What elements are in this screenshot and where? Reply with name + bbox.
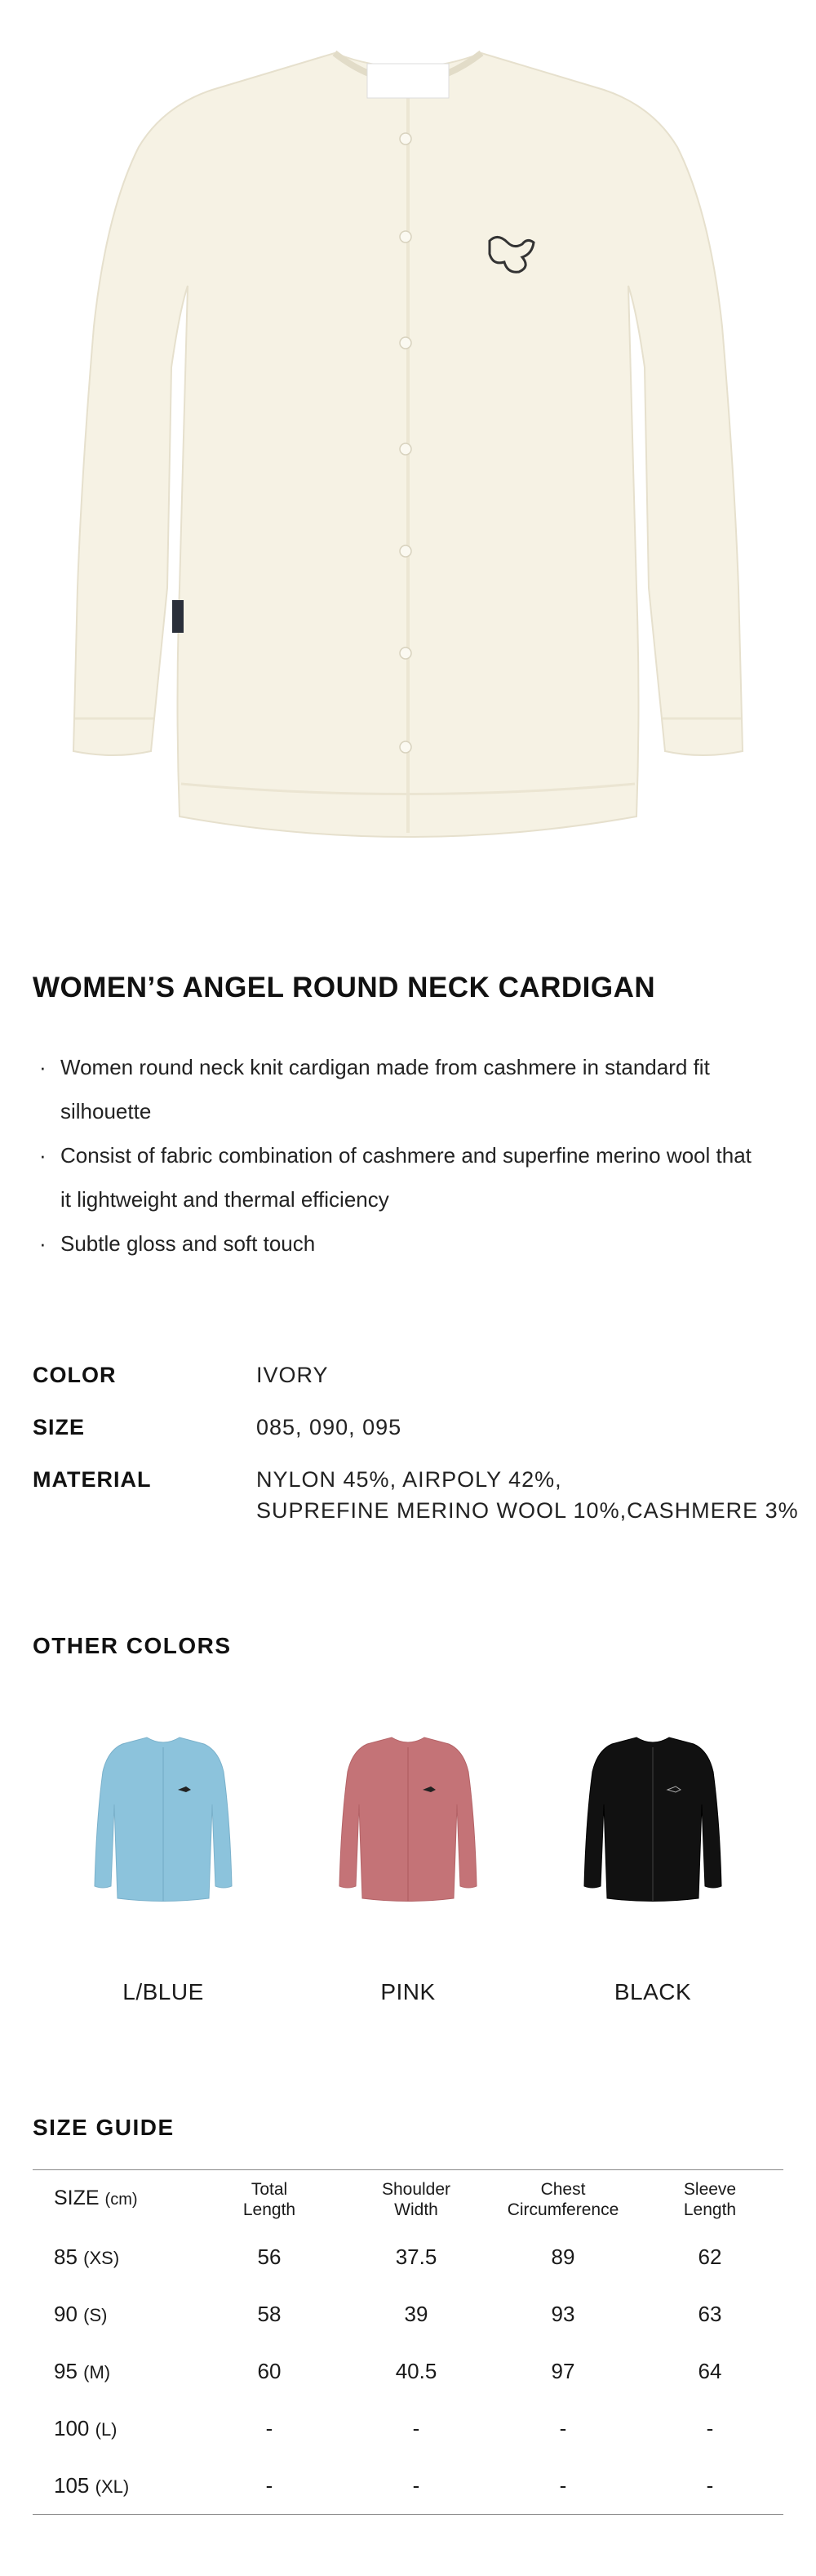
size-code: (XL) xyxy=(95,2476,130,2497)
table-cell: - xyxy=(559,2416,567,2440)
description-item xyxy=(39,1133,774,1221)
cardigan-thumbnail-image xyxy=(90,1731,237,1911)
table-cell: 93 xyxy=(551,2302,575,2326)
size-header-label: SIZE xyxy=(54,2187,100,2210)
header-line: Chest xyxy=(540,2179,586,2199)
table-cell: 97 xyxy=(551,2359,575,2383)
size-value: 105 xyxy=(54,2472,90,2498)
column-header-total-length xyxy=(196,2170,343,2229)
product-description xyxy=(39,1045,774,1266)
header-line: Length xyxy=(242,2200,296,2219)
size-cell xyxy=(33,2400,196,2458)
table-row xyxy=(33,2400,783,2458)
size-guide-table xyxy=(33,2169,783,2515)
header-line: Shoulder xyxy=(381,2179,451,2199)
size-column-header xyxy=(33,2170,196,2229)
table-row xyxy=(33,2343,783,2400)
bullet-dot: · xyxy=(39,1231,47,1256)
table-cell: 58 xyxy=(257,2302,282,2326)
bullet-dot: · xyxy=(39,1055,47,1079)
header-line: Length xyxy=(683,2200,737,2219)
color-option-label: L/BLUE xyxy=(122,1979,204,2004)
table-cell: - xyxy=(265,2472,273,2498)
color-option-lblue[interactable] xyxy=(65,1731,261,2005)
description-item xyxy=(39,1045,774,1133)
table-cell: - xyxy=(412,2472,420,2498)
table-cell: - xyxy=(706,2416,714,2440)
table-row xyxy=(33,2458,783,2515)
spec-label: SIZE xyxy=(33,1415,86,1439)
material-line: NYLON 45%, AIRPOLY 42%, xyxy=(256,1467,562,1492)
spec-value: IVORY xyxy=(256,1363,329,1387)
spec-size-row xyxy=(33,1412,800,1443)
material-line: SUPREFINE MERINO WOOL 10%,CASHMERE 3% xyxy=(256,1498,799,1523)
table-cell: 64 xyxy=(698,2359,722,2383)
table-cell: - xyxy=(412,2416,420,2440)
table-row xyxy=(33,2286,783,2343)
table-cell: 62 xyxy=(698,2245,722,2269)
description-item xyxy=(39,1221,774,1266)
size-guide-title: SIZE GUIDE xyxy=(33,2115,175,2140)
product-main-image xyxy=(0,0,816,882)
table-cell: - xyxy=(559,2472,567,2498)
table-cell: - xyxy=(706,2472,714,2498)
header-line: Total xyxy=(251,2179,288,2199)
description-text: Consist of fabric combination of cashmere and superfine merino wool that it lightweight and thermal efficiency xyxy=(60,1143,752,1212)
table-cell: 37.5 xyxy=(395,2245,437,2269)
column-header-shoulder-width xyxy=(343,2170,490,2229)
cardigan-thumbnail-image xyxy=(335,1731,481,1911)
size-value: 100 xyxy=(54,2416,90,2440)
header-line: Width xyxy=(394,2200,438,2219)
size-code: (S) xyxy=(83,2305,108,2325)
size-cell xyxy=(33,2286,196,2343)
color-option-label: BLACK xyxy=(614,1979,692,2004)
table-row xyxy=(33,2229,783,2286)
size-value: 85 xyxy=(54,2245,78,2269)
table-cell: 56 xyxy=(257,2245,282,2269)
spec-label: MATERIAL xyxy=(33,1467,152,1492)
header-line: Circumference xyxy=(507,2200,619,2219)
product-title: WOMEN’S ANGEL ROUND NECK CARDIGAN xyxy=(33,972,656,1003)
spec-label: COLOR xyxy=(33,1363,117,1387)
size-table-header xyxy=(33,2170,783,2229)
column-header-chest-circumference xyxy=(490,2170,636,2229)
color-option-label: PINK xyxy=(380,1979,436,2004)
other-colors-title: OTHER COLORS xyxy=(33,1633,232,1658)
size-cell xyxy=(33,2343,196,2400)
spec-value: 085, 090, 095 xyxy=(256,1415,402,1439)
description-text: Subtle gloss and soft touch xyxy=(60,1231,316,1256)
cardigan-illustration xyxy=(0,0,816,882)
spec-value xyxy=(256,1464,799,1526)
spec-material-row xyxy=(33,1464,800,1526)
table-cell: 39 xyxy=(404,2302,428,2326)
other-colors-list xyxy=(0,1731,816,2033)
size-cell xyxy=(33,2229,196,2286)
column-header-sleeve-length xyxy=(636,2170,783,2229)
table-cell: - xyxy=(265,2416,273,2440)
cardigan-thumbnail-image xyxy=(579,1731,726,1911)
table-cell: 40.5 xyxy=(395,2359,437,2383)
size-value: 90 xyxy=(54,2302,78,2326)
size-code: (M) xyxy=(83,2362,111,2382)
size-value: 95 xyxy=(54,2359,78,2383)
header-line: Sleeve xyxy=(683,2179,737,2199)
table-cell: 60 xyxy=(257,2359,282,2383)
bullet-dot: · xyxy=(39,1143,47,1168)
spec-color-row xyxy=(33,1359,800,1390)
size-code: (XS) xyxy=(83,2248,120,2268)
table-cell: 63 xyxy=(698,2302,722,2326)
description-text: Women round neck knit cardigan made from cashmere in standard fit silhouette xyxy=(60,1055,710,1123)
size-code: (L) xyxy=(95,2419,118,2440)
size-header-unit: (cm) xyxy=(104,2191,138,2209)
product-specs xyxy=(33,1359,800,1547)
table-cell: 89 xyxy=(551,2245,575,2269)
color-option-black[interactable] xyxy=(555,1731,751,2005)
size-cell xyxy=(33,2458,196,2515)
color-option-pink[interactable] xyxy=(310,1731,506,2005)
